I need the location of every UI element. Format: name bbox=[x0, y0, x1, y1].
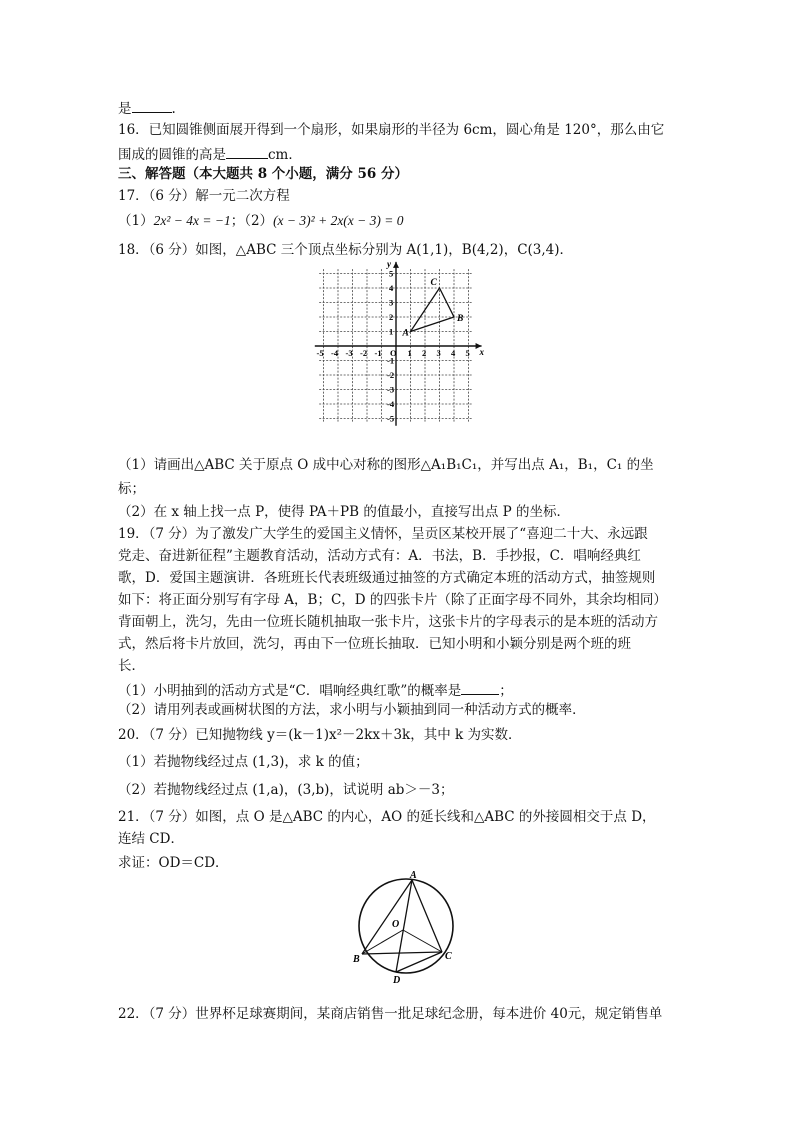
question-19-line7: 长． bbox=[118, 658, 145, 674]
equation-1: 2x² − 4x = −1 bbox=[153, 213, 231, 228]
question-19-line2: 党走、奋进新征程”主题教育活动，活动方式有：A．书法，B．手抄报，C．唱响经典红 bbox=[118, 548, 641, 564]
line-prev-end: 是 . bbox=[118, 101, 176, 117]
segment-ab bbox=[362, 880, 412, 954]
equation-2: (x − 3)² + 2x(x − 3) = 0 bbox=[273, 213, 404, 228]
question-22: 22．（7 分）世界杯足球赛期间，某商店销售一批足球纪念册，每本进价 40元，规定销售单 bbox=[118, 1006, 663, 1022]
y-tick-label: -1 bbox=[387, 355, 395, 366]
question-17: 17．（6 分）解一元二次方程 bbox=[118, 188, 290, 204]
y-axis-label: y bbox=[387, 258, 391, 269]
x-tick-label: -4 bbox=[331, 348, 339, 358]
circumcircle bbox=[359, 879, 453, 973]
section-3-heading: 三、解答题（本大题共 8 个小题，满分 56 分） bbox=[118, 166, 408, 182]
question-20: 20．（7 分）已知抛物线 y＝(k－1)x²－2kx＋3k，其中 k 为实数． bbox=[118, 727, 522, 743]
question-19-line1: 19．（7 分）为了激发广大学生的爱国主义情怀，呈贡区某校开展了“喜迎二十大、永远跟 bbox=[118, 526, 648, 542]
point-label-c: C bbox=[430, 278, 437, 288]
x-tick-label: 2 bbox=[422, 348, 427, 358]
coordinate-grid-figure bbox=[308, 258, 488, 436]
y-tick-label: 3 bbox=[389, 297, 394, 308]
label-c: C bbox=[445, 951, 452, 962]
question-18-part2: （2）在 x 轴上找一点 P，使得 PA＋PB 的值最小，直接写出点 P 的坐标． bbox=[118, 504, 571, 520]
y-tick-label: -2 bbox=[387, 370, 395, 380]
question-16-line2: 围成的圆锥的高是 cm． bbox=[118, 147, 302, 163]
question-16-line1: 16．已知圆锥侧面展开得到一个扇形，如果扇形的半径为 6cm，圆心角是 120°，那么由它 bbox=[118, 122, 665, 138]
question-20-part1: （1）若抛物线经过点 (1,3)，求 k 的值； bbox=[118, 754, 369, 770]
question-21-prove: 求证：OD＝CD． bbox=[118, 855, 229, 871]
x-tick-label: 3 bbox=[436, 348, 441, 358]
x-tick-label: 1 bbox=[407, 348, 412, 358]
question-20-part2: （2）若抛物线经过点 (1,a)，(3,b)，试说明 ab＞－3； bbox=[118, 782, 454, 798]
x-axis-label: x bbox=[479, 347, 485, 357]
question-17-equations: （1）2x² − 4x = −1；（2）(x − 3)² + 2x(x − 3) = 0 bbox=[118, 213, 404, 229]
x-tick-label: 5 bbox=[465, 348, 470, 358]
y-tick-label: 1 bbox=[389, 326, 394, 337]
label-o: O bbox=[392, 919, 400, 930]
circumcircle-figure bbox=[350, 872, 462, 984]
x-tick-label: 4 bbox=[451, 348, 456, 358]
question-21-line1: 21．（7 分）如图，点 O 是△ABC 的内心，AO 的延长线和△ABC 的外接圆相交于点 D， bbox=[118, 809, 656, 825]
y-tick-label: -5 bbox=[387, 413, 395, 424]
x-tick-label: -3 bbox=[345, 348, 353, 358]
y-tick-label: 5 bbox=[389, 268, 394, 279]
point-label-a: A bbox=[402, 328, 409, 339]
y-tick-label: -4 bbox=[387, 399, 395, 409]
answer-blank bbox=[226, 146, 268, 159]
x-tick-label: O bbox=[390, 348, 397, 358]
y-tick-label: 4 bbox=[389, 283, 394, 293]
x-tick-label: -1 bbox=[374, 348, 382, 358]
question-19-line3: 歌，D．爱国主题演讲．各班班长代表班级通过抽签的方式确定本班的活动方式，抽签规则 bbox=[118, 570, 656, 586]
question-18-part1-line2: 标； bbox=[118, 481, 145, 497]
question-19-line4: 如下：将正面分别写有字母 A，B；C，D 的四张卡片（除了正面字母不同外，其余均相同） bbox=[118, 592, 667, 608]
question-19-part2: （2）请用列表或画树状图的方法，求小明与小颖抽到同一种活动方式的概率． bbox=[118, 702, 586, 718]
question-18: 18．（6 分）如图，△ABC 三个顶点坐标分别为 A(1,1)，B(4,2)，C(3,4)． bbox=[118, 242, 574, 258]
y-tick-label: -3 bbox=[387, 384, 395, 395]
y-tick-label: 2 bbox=[389, 312, 394, 322]
question-21-line2: 连结 CD． bbox=[118, 831, 184, 847]
segment-co bbox=[403, 930, 442, 952]
tick-labels bbox=[317, 259, 485, 424]
x-tick-label: -2 bbox=[360, 348, 368, 358]
answer-blank bbox=[132, 100, 172, 113]
question-19-line5: 背面朝上，洗匀，先由一位班长随机抽取一张卡片，这张卡片的字母表示的是本班的活动方 bbox=[118, 614, 658, 630]
label-b: B bbox=[353, 954, 360, 965]
question-19-line6: 式，然后将卡片放回，洗匀，再由下一位班长抽取．已知小明和小颖分别是两个班的班 bbox=[118, 636, 631, 652]
axes bbox=[315, 262, 482, 426]
segment-bc bbox=[362, 952, 442, 954]
segment-bo bbox=[362, 930, 403, 954]
x-tick-label: -5 bbox=[316, 348, 324, 358]
label-d: D bbox=[393, 975, 401, 986]
label-a: A bbox=[410, 870, 417, 881]
answer-blank bbox=[461, 682, 499, 695]
triangle-abc-outline bbox=[411, 288, 455, 332]
question-19-part1: （1）小明抽到的活动方式是“C．唱响经典红歌”的概率是 ； bbox=[118, 683, 513, 699]
question-18-part1-line1: （1）请画出△ABC 关于原点 O 成中心对称的图形△A₁B₁C₁，并写出点 A₁，B₁，C₁ 的坐 bbox=[118, 457, 654, 473]
y-axis-arrow bbox=[393, 262, 399, 268]
point-label-b: B bbox=[457, 314, 464, 324]
